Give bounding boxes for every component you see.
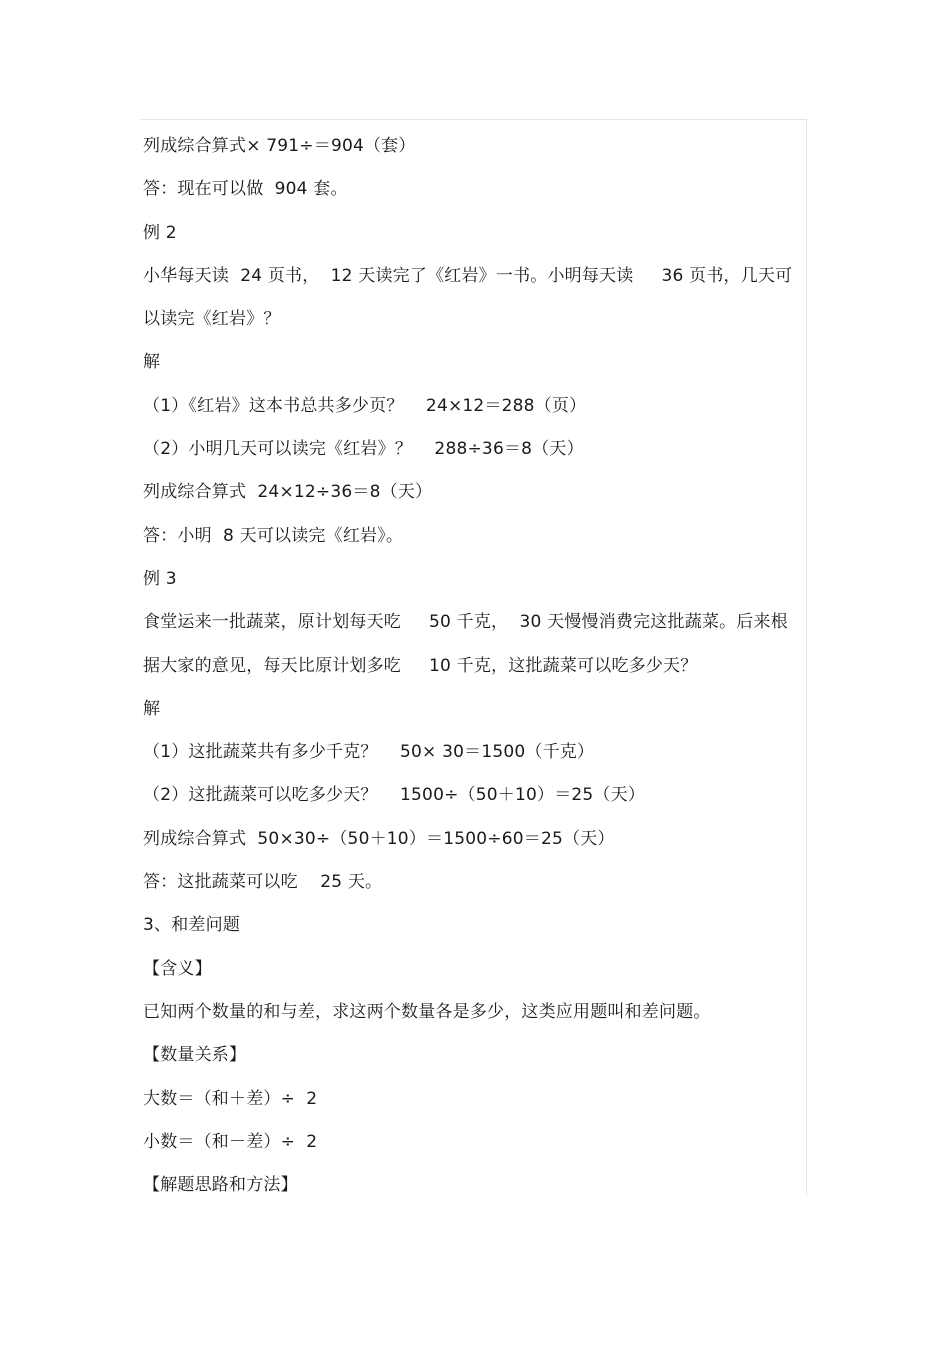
formula-line: 小数＝（和－差）÷ 2 bbox=[143, 1131, 318, 1152]
example-heading: 例 3 bbox=[143, 568, 177, 589]
text-line: 答：现在可以做 904 套。 bbox=[143, 179, 348, 200]
text-line: 答：小明 8 天可以读完《红岩》。 bbox=[143, 525, 404, 546]
text-line: （1）《红岩》这本书总共多少页？ 24×12＝288（页） bbox=[143, 395, 587, 416]
text-line: 列成综合算式 24×12÷36＝8（天） bbox=[143, 482, 433, 503]
text-line: 答：这批蔬菜可以吃 25 天。 bbox=[143, 872, 383, 893]
section-heading: 3、和差问题 bbox=[143, 915, 241, 936]
text-line: （2）小明几天可以读完《红岩》？ 288÷36＝8（天） bbox=[143, 439, 584, 460]
text-line: 小华每天读 24 页书， 12 天读完了《红岩》一书。小明每天读 36 页书，几天可 bbox=[143, 265, 793, 286]
text-line: 据大家的意见，每天比原计划多吃 10 千克，这批蔬菜可以吃多少天？ bbox=[143, 655, 698, 676]
formula-line: 大数＝（和＋差）÷ 2 bbox=[143, 1088, 318, 1109]
text-line: 列成综合算式 50×30÷（50＋10）＝1500÷60＝25（天） bbox=[143, 828, 615, 849]
text-line: 列成综合算式× 791÷＝904（套） bbox=[143, 136, 416, 156]
text-line: （1）这批蔬菜共有多少千克？ 50× 30＝1500（千克） bbox=[143, 742, 595, 763]
solution-heading: 解 bbox=[143, 352, 161, 373]
subsection-heading: 【数量关系】 bbox=[143, 1045, 247, 1066]
text-line: 已知两个数量的和与差，求这两个数量各是多少，这类应用题叫和差问题。 bbox=[143, 1001, 711, 1022]
document-body bbox=[143, 125, 798, 1207]
subsection-heading: 【解题思路和方法】 bbox=[143, 1175, 298, 1196]
text-line: 以读完《红岩》？ bbox=[143, 309, 281, 330]
example-heading: 例 2 bbox=[143, 222, 177, 243]
text-line: 食堂运来一批蔬菜，原计划每天吃 50 千克， 30 天慢慢消费完这批蔬菜。后来根 bbox=[143, 612, 788, 633]
subsection-heading: 【含义】 bbox=[143, 958, 212, 979]
solution-heading: 解 bbox=[143, 698, 161, 719]
text-line: （2）这批蔬菜可以吃多少天？ 1500÷（50＋10）＝25（天） bbox=[143, 785, 646, 806]
